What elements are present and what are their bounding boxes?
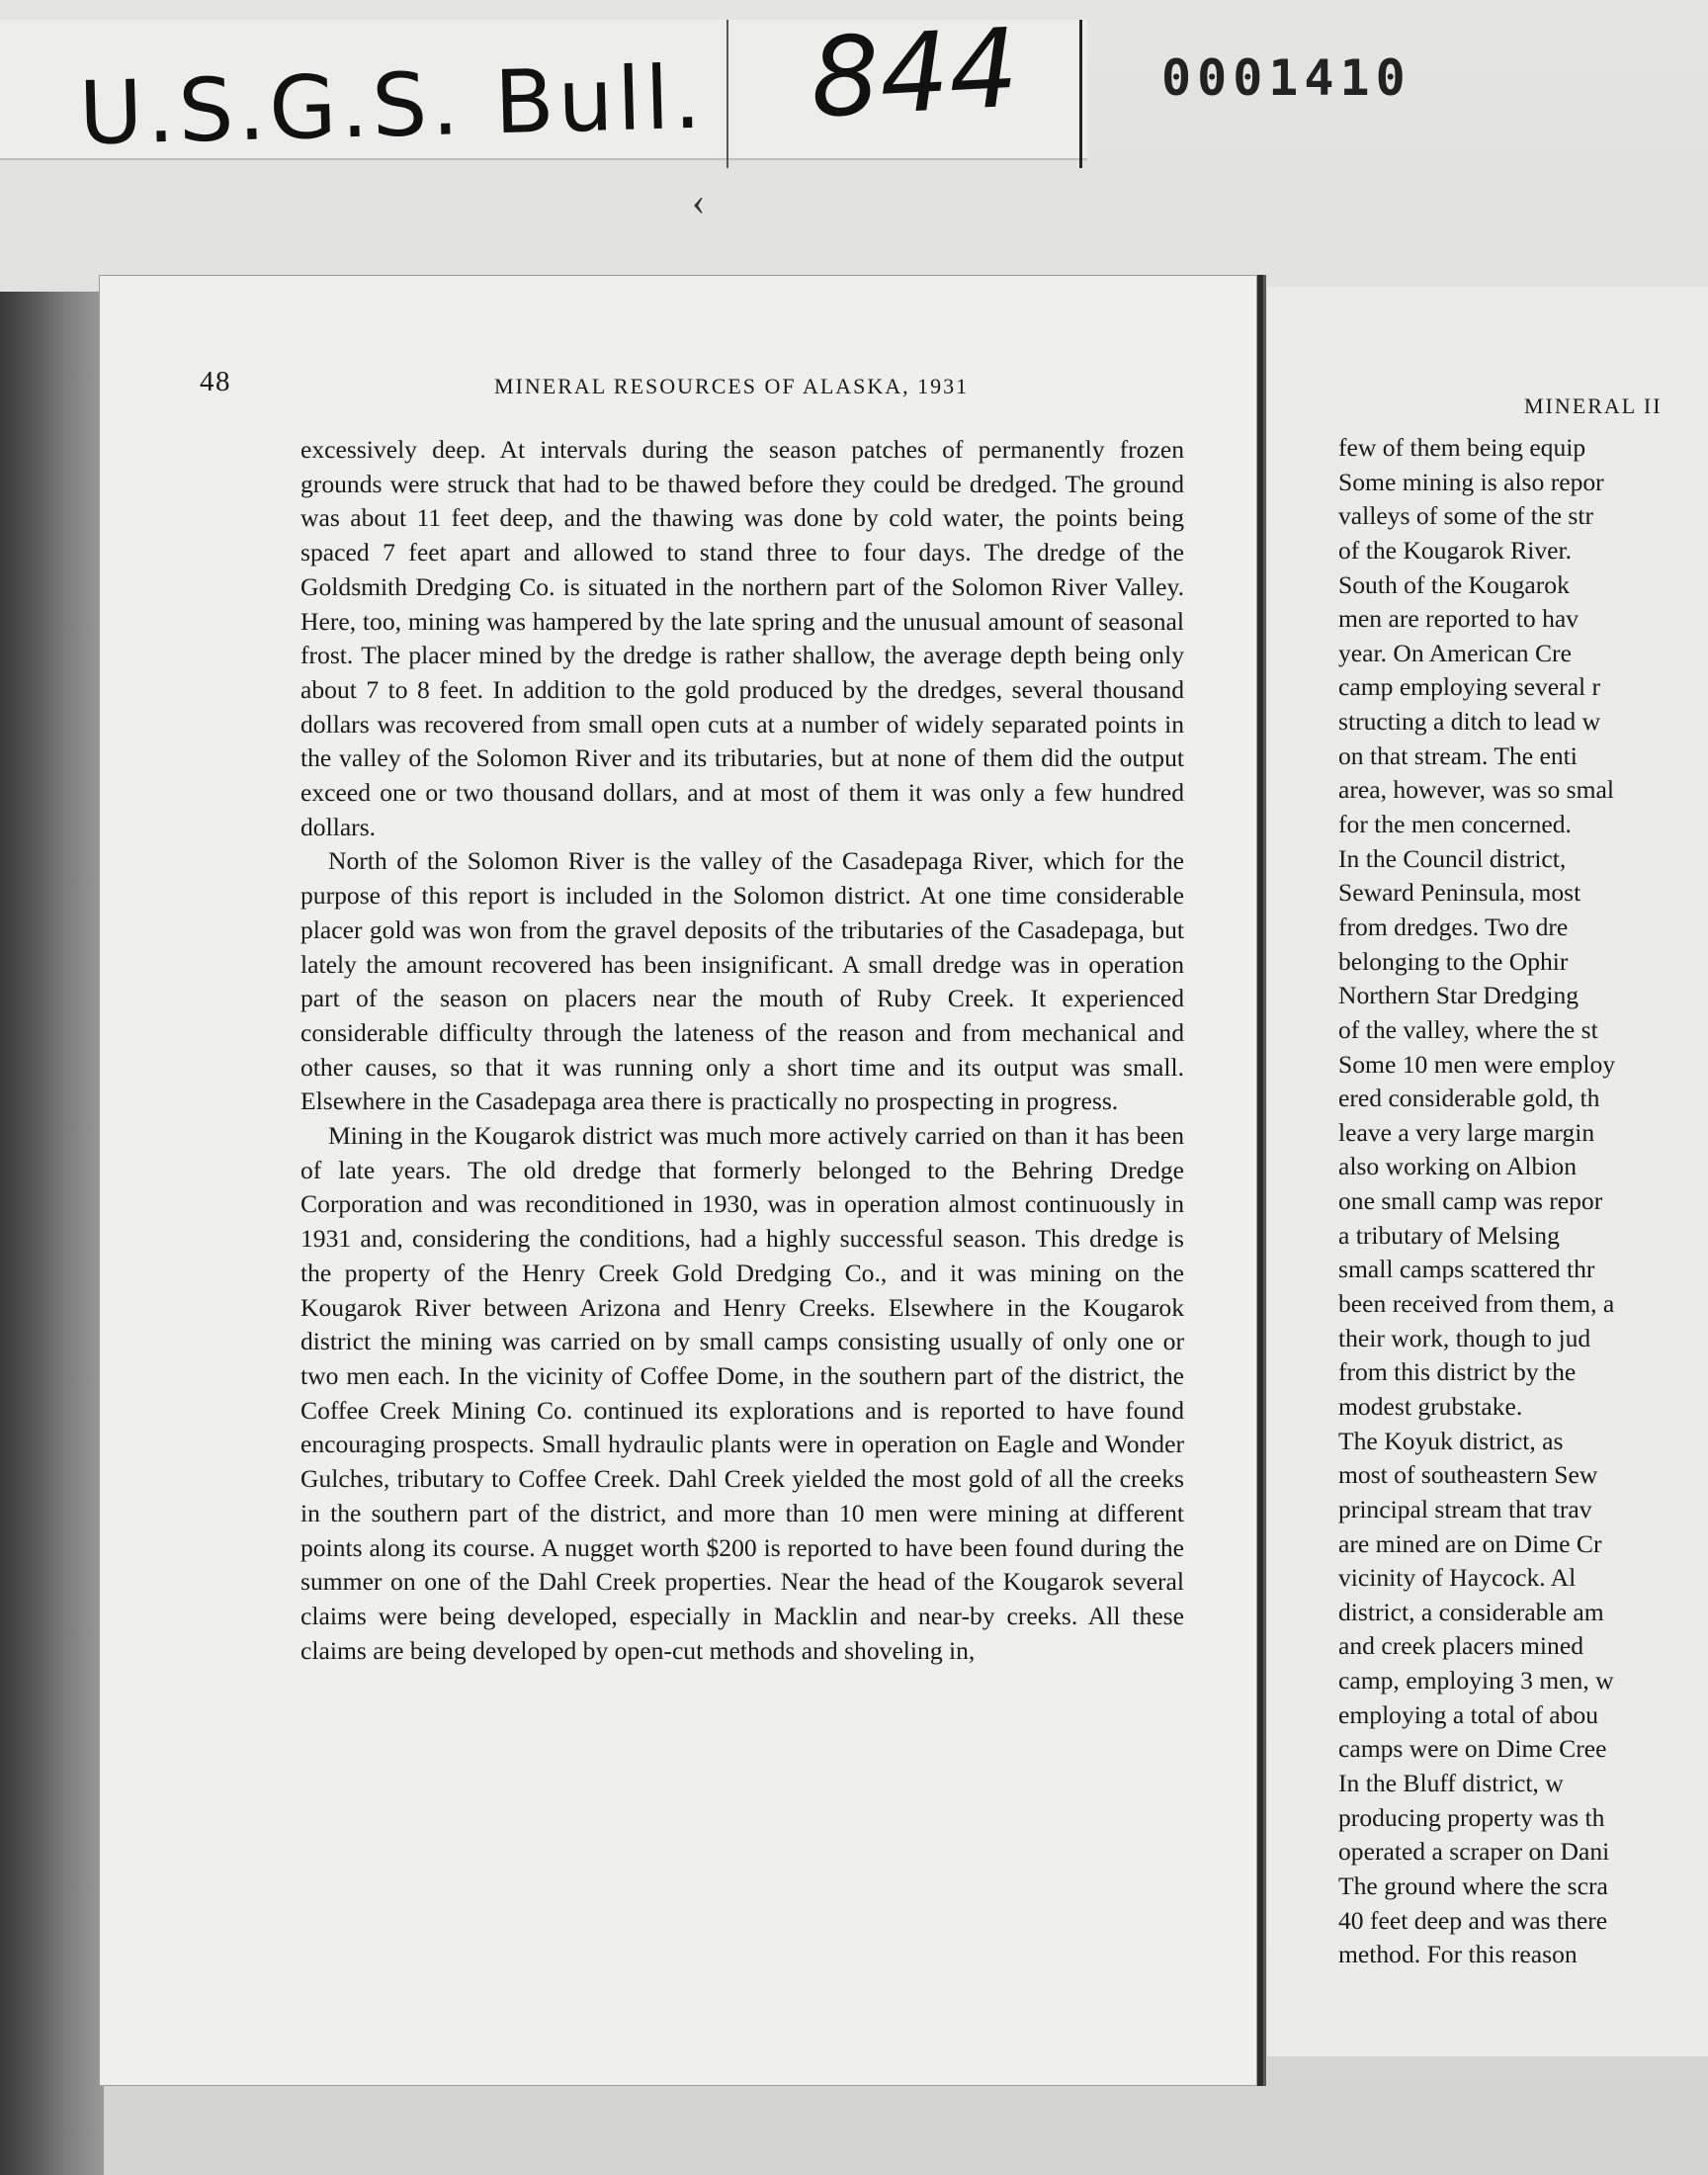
right-page-line: from dredges. Two dre <box>1338 912 1569 941</box>
right-page-line: modest grubstake. <box>1338 1391 1523 1421</box>
right-page-line: Some 10 men were employ <box>1338 1049 1616 1079</box>
stamp-number: 0001410 <box>1161 49 1411 107</box>
right-page-line: a tributary of Melsing <box>1338 1220 1560 1250</box>
right-page <box>1267 287 1708 2056</box>
running-head: MINERAL RESOURCES OF ALASKA, 1931 <box>494 374 970 398</box>
pencil-mark: ‹ <box>692 179 706 223</box>
handwritten-series-label: U.S.G.S. Bull. <box>77 45 707 165</box>
right-page-line: area, however, was so smal <box>1338 775 1614 805</box>
right-running-head: MINERAL II <box>1524 393 1663 418</box>
right-page-line: The ground where the scra <box>1338 1870 1608 1900</box>
handwritten-bulletin-number: 844 <box>807 4 1022 142</box>
right-page-line: Northern Star Dredging <box>1338 981 1580 1010</box>
right-page-line: most of southeastern Sew <box>1338 1460 1598 1490</box>
right-page-line: district, a considerable am <box>1338 1597 1604 1626</box>
right-page-line: In the Council district, <box>1338 843 1567 873</box>
right-page-line: and creek placers mined <box>1338 1631 1583 1661</box>
right-page-line: valleys of some of the str <box>1338 501 1594 531</box>
right-page-line: on that stream. The enti <box>1338 740 1578 770</box>
right-page-line: been received from them, a <box>1338 1289 1615 1319</box>
right-page-line: camps were on Dime Cree <box>1338 1734 1607 1764</box>
body-text <box>300 433 1184 1668</box>
right-page-line: employing a total of abou <box>1338 1699 1598 1729</box>
right-page-line: operated a scraper on Dani <box>1338 1837 1610 1867</box>
binding-shadow <box>0 292 104 2175</box>
right-page-line: few of them being equip <box>1338 433 1586 462</box>
right-page-line: In the Bluff district, w <box>1338 1768 1564 1797</box>
right-page-line: one small camp was repor <box>1338 1186 1603 1216</box>
right-page-line: method. For this reason <box>1338 1940 1578 1969</box>
right-page-line: The Koyuk district, as <box>1338 1426 1564 1455</box>
right-page-line: ered considerable gold, th <box>1338 1084 1600 1113</box>
right-page-line: producing property was th <box>1338 1802 1605 1832</box>
right-page-line: men are reported to hav <box>1338 604 1580 634</box>
right-page-line: their work, though to jud <box>1338 1323 1591 1352</box>
right-page-line: 40 feet deep and was there <box>1338 1905 1608 1935</box>
right-page-line: year. On American Cre <box>1338 638 1572 667</box>
right-page-line: South of the Kougarok <box>1338 569 1570 599</box>
right-page-line: belonging to the Ophir <box>1338 946 1569 976</box>
right-page-line: of the Kougarok River. <box>1338 535 1572 565</box>
right-page-line: small camps scattered thr <box>1338 1255 1595 1284</box>
right-page-line: Seward Peninsula, most <box>1338 878 1581 908</box>
right-page-line: from this district by the <box>1338 1357 1577 1387</box>
right-page-line: of the valley, where the st <box>1338 1014 1598 1044</box>
right-page-line: Some mining is also repor <box>1338 467 1604 496</box>
right-page-line: structing a ditch to lead w <box>1338 707 1601 737</box>
paragraph: Mining in the Kougarok district was much more actively carried on than it has been of late years. The old dredge that formerly belonged to the Behring Dredge Corporation and was reconditioned in 1930, was in operation almost continuously in 1931 and, considering the conditions, had a highly successful season. This dredge is the property of the Henry Creek Gold Dredging Co., and it was mining on the Kougarok River between Arizona and Henry Creeks. Elsewhere in the Kougarok district the mining was carried on by small camps consisting usually of only one or two men each. In the vicinity of Coffee Dome, in the southern part of the district, the Coffee Creek Mining Co. continued its explorations and is reported to have found encouraging prospects. Small hydraulic plants were in operation on Eagle and Wonder Gulches, tributary to Coffee Creek. Dahl Creek yielded the most gold of all the creeks in the southern part of the district, and more than 10 men were mining at different points along its course. A nugget worth $200 is reported to have been found during the summer on one of the Dahl Creek properties. Near the head of the Kougarok several claims were being developed, especially in Macklin and near-by creeks. All these claims are being developed by open-cut methods and shoveling in, <box>300 1121 1184 1665</box>
right-page-line: camp, employing 3 men, w <box>1338 1666 1614 1696</box>
paragraph: North of the Solomon River is the valley of the Casadepaga River, which for the purpose of this report is included in the Solomon district. At one time considerable placer gold was won from the gravel deposits of the tributaries of the Casadepaga, but lately the amount recovered has been insignificant. A small dredge was in operation part of the season on placers near the mouth of Ruby Creek. It experienced considerable difficulty through the lateness of the reason and from mechanical and other causes, so that it was running only a short time and its output was small. Elsewhere in the Casadepaga area there is practically no prospecting in progress. <box>300 846 1184 1116</box>
right-page-line: leave a very large margin <box>1338 1117 1595 1147</box>
paragraph: excessively deep. At intervals during the season patches of permanently frozen grounds were struck that had to be thawed before they could be dredged. The ground was about 11 feet deep, and the thawing was done by cold water, the points being spaced 7 feet apart and allowed to stand three to four days. The dredge of the Goldsmith Dredging Co. is situated in the northern part of the Solomon River Valley. Here, too, mining was hampered by the late spring and the unusual amount of seasonal frost. The placer mined by the dredge is rather shallow, the average depth being only about 7 to 8 feet. In addition to the gold produced by the dredges, several thousand dollars was recovered from small open cuts at a number of widely separated points in the valley of the Solomon River and its tributaries, but at none of them did the output exceed one or two thousand dollars, and at most of them it was only a few hundred dollars. <box>300 435 1184 841</box>
right-page-line: vicinity of Haycock. Al <box>1338 1563 1577 1593</box>
right-page-line: principal stream that trav <box>1338 1494 1592 1523</box>
right-page-line: for the men concerned. <box>1338 810 1572 839</box>
right-page-text <box>1338 433 1615 1974</box>
page-number: 48 <box>200 366 231 397</box>
right-page-line: camp employing several r <box>1338 672 1601 702</box>
right-page-line: are mined are on Dime Cr <box>1338 1528 1602 1558</box>
right-page-line: also working on Albion <box>1338 1152 1578 1181</box>
